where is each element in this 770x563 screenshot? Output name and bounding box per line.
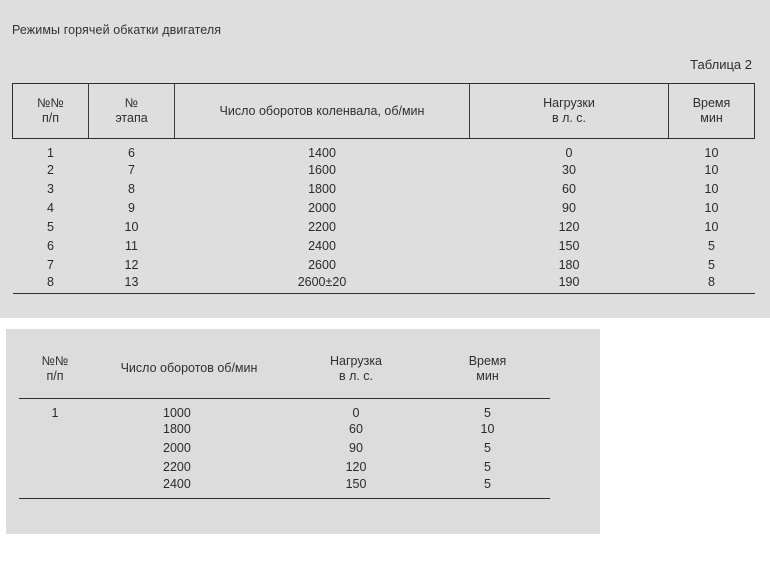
cell-load: 30 — [562, 162, 576, 177]
cell-rpm: 2000 — [163, 441, 191, 455]
t2-header-time-l2: мин — [476, 368, 499, 383]
cell-load: 150 — [558, 238, 580, 253]
table-label: Таблица 2 — [690, 57, 752, 72]
cell-num: 5 — [47, 219, 54, 234]
cell-stage: 6 — [128, 146, 135, 160]
cell-load: 0 — [352, 405, 360, 420]
cell-num: 7 — [47, 257, 54, 272]
t2-header-num — [19, 340, 91, 398]
table-row — [13, 217, 755, 236]
header-num-l2: п/п — [41, 111, 59, 125]
header-time — [669, 84, 755, 139]
cell-time: 5 — [708, 257, 715, 272]
cell-num: 1 — [47, 146, 54, 160]
cell-rpm: 2200 — [163, 460, 191, 474]
cell-time: 5 — [484, 460, 491, 474]
table-row — [13, 139, 755, 161]
cell-num: 6 — [47, 238, 54, 253]
t2-header-time — [425, 340, 550, 398]
header-num-l1: №№ — [37, 96, 64, 110]
table-row — [13, 274, 755, 293]
cell-rpm: 1000 — [163, 405, 191, 420]
cell-rpm: 2400 — [91, 477, 287, 499]
cell-rpm: 2200 — [308, 219, 336, 234]
t2-header-rpm: Число оборотов об/мин — [91, 340, 287, 398]
cell-num: 8 — [13, 274, 89, 293]
cell-load: 90 — [349, 441, 363, 455]
header-num — [13, 84, 89, 139]
cell-rpm: 1600 — [308, 162, 336, 177]
cell-num — [19, 458, 91, 477]
cell-load: 190 — [470, 274, 669, 293]
cell-stage: 10 — [124, 219, 139, 234]
cell-stage: 12 — [124, 257, 139, 272]
break-in-table — [12, 83, 755, 294]
cell-load: 120 — [558, 219, 580, 234]
cell-num — [19, 477, 91, 499]
cell-load: 60 — [562, 181, 576, 196]
break-in-table-2 — [19, 340, 550, 499]
header-load-l1: Нагрузки — [543, 96, 595, 110]
table-row — [13, 236, 755, 255]
cell-rpm: 1400 — [308, 146, 336, 160]
cell-stage: 9 — [128, 200, 135, 215]
table-row — [19, 458, 550, 477]
cell-num — [19, 439, 91, 458]
cell-stage: 11 — [125, 238, 138, 253]
table-row — [13, 198, 755, 217]
header-stage-l1: № — [124, 96, 139, 110]
t2-header-num-l1: №№ — [41, 353, 69, 368]
cell-num: 2 — [47, 162, 54, 177]
header-rpm: Число оборотов коленвала, об/мин — [175, 84, 470, 139]
cell-time: 10 — [704, 162, 719, 177]
header-stage-l2: этапа — [115, 111, 148, 125]
cell-time: 10 — [704, 219, 719, 234]
cell-stage: 8 — [128, 181, 135, 196]
table-header-row — [13, 84, 755, 139]
cell-num: 4 — [47, 200, 54, 215]
cell-rpm: 2600 — [308, 257, 336, 272]
t2-header-load-l1: Нагрузка — [329, 353, 383, 368]
table-row — [19, 439, 550, 458]
cell-time: 10 — [480, 422, 495, 436]
cell-load: 60 — [349, 422, 363, 436]
table-row — [19, 420, 550, 439]
cell-stage: 13 — [89, 274, 175, 293]
cell-stage: 7 — [128, 162, 135, 177]
t2-header-load-l2: в л. с. — [338, 368, 374, 383]
table-row — [13, 160, 755, 179]
cell-time: 8 — [669, 274, 755, 293]
cell-rpm: 2400 — [308, 238, 336, 253]
t2-header-num-l2: п/п — [46, 368, 64, 383]
cell-time: 5 — [708, 238, 715, 253]
cell-load: 180 — [558, 257, 580, 272]
cell-num — [19, 420, 91, 439]
cell-load: 120 — [345, 460, 367, 474]
header-time-l1: Время — [692, 96, 731, 110]
document-title: Режимы горячей обкатки двигателя — [12, 23, 222, 37]
cell-rpm: 1800 — [308, 181, 336, 196]
table-row — [19, 398, 550, 420]
cell-time: 10 — [704, 181, 719, 196]
cell-load: 0 — [565, 146, 573, 160]
cell-time: 5 — [484, 441, 491, 455]
cell-time: 10 — [704, 146, 719, 160]
cell-rpm: 1800 — [163, 422, 191, 436]
cell-rpm: 2000 — [308, 200, 336, 215]
cell-load: 90 — [562, 200, 576, 215]
cell-num: 1 — [51, 405, 59, 420]
table-row — [13, 179, 755, 198]
t2-header-time-l1: Время — [468, 353, 507, 368]
cell-load: 150 — [287, 477, 425, 499]
t2-header-load — [287, 340, 425, 398]
cell-num: 3 — [47, 181, 54, 196]
cell-rpm: 2600±20 — [175, 274, 470, 293]
header-load-l2: в л. с. — [551, 111, 587, 125]
header-stage — [89, 84, 175, 139]
header-time-l2: мин — [700, 111, 723, 125]
table-row — [19, 477, 550, 499]
cell-time: 10 — [704, 200, 719, 215]
cell-time: 5 — [484, 405, 491, 420]
table2-header-row — [19, 340, 550, 398]
cell-time: 5 — [425, 477, 550, 499]
table-row — [13, 255, 755, 274]
header-load — [470, 84, 669, 139]
